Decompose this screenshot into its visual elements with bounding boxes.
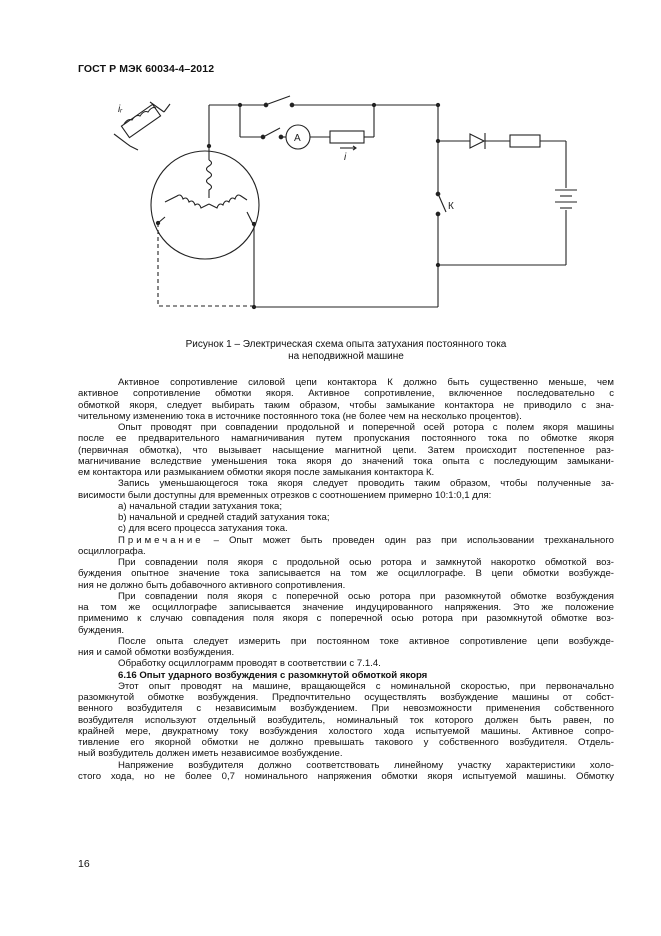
armature-winding-icon (158, 146, 253, 224)
page-number: 16 (78, 858, 90, 870)
text-line: активное сопротивление обмотки якоря. Активное сопротивление, включенное последовательно с (78, 388, 614, 400)
excitation-winding-icon (114, 102, 170, 150)
caption-line: Рисунок 1 – Электрическая схема опыта затухания постоянного тока (185, 339, 507, 350)
text-line: ем контактора или размыканием обмотки якоря после замыкания контактора К. (78, 467, 435, 478)
battery-icon (555, 190, 577, 208)
text-line: на том же осциллографе записывается значение индуцированного напряжения. Это же положение (78, 602, 614, 613)
text-line: чительному изменению тока в источнике постоянного тока (не более чем на несколько процентов). (78, 410, 522, 422)
text-line: тивление его якорной обмотки не должно превышать такового у собственного возбудителя. Отдель- (78, 737, 614, 748)
text-line: разомкнутой обмотке возбуждения. Предпочтительно осуществлять возбуждение машины от собст- (78, 692, 614, 703)
text-line: ния и самой обмотки возбуждения. (78, 647, 235, 658)
text-line: Напряжение возбудителя должно соответствовать линейному участку характеристики холо- (118, 759, 614, 771)
resistor-current-label: i (344, 152, 347, 163)
section-heading: 6.16 Опыт ударного возбуждения с разомкнутой обмоткой якоря (118, 669, 428, 681)
list-item: c) для всего процесса затухания тока. (118, 523, 288, 535)
text-line: осциллографа. (78, 545, 146, 557)
main-switch-icon (268, 96, 290, 104)
text-line: крайней мере, двукратному току возбуждения холостого хода испытуемой машины. Активное сопро- (78, 725, 614, 737)
text-line: висимости были доступны для временных отрезков с соотношением примерно 10:1:0,1 для: (78, 489, 492, 501)
text-line: венного возбудителя с независимым возбуждением. При невозможности применения собственного (78, 703, 614, 715)
switch-contact-icon (264, 103, 268, 107)
text-line: возбудителя используют отдельный возбудитель, номинальный ток которого должен быть равен, по (78, 714, 614, 726)
machine-stator-icon (151, 151, 259, 259)
caption-line: на неподвижной машине (288, 351, 404, 362)
text-line: после ее предварительного намагничивания путем пропускания постоянного тока по обмотке якоря (78, 433, 614, 445)
ammeter-switch-icon (265, 128, 280, 136)
text-line: При совпадении поля якоря с продольной осью ротора и замкнутой накоротко обмоткой воз- (118, 557, 614, 568)
text-line: При совпадении поля якоря с поперечной осью ротора при разомкнутой обмотке возбуждения (118, 590, 614, 602)
series-resistor-icon (330, 131, 364, 143)
note-text: – Опыт может быть проведен один раз при использовании трехканального (203, 534, 614, 546)
text-line: стого хода, но не более 0,7 номинального напряжения обмотки якоря испытуемой машины. Обмотку (78, 770, 614, 782)
text-line: магничивание вследствие уменьшения тока якоря до значений тока опыта с последующим замыкани- (78, 455, 614, 467)
contactor-label: К (448, 201, 454, 212)
excitation-current-label: iᵣ (118, 104, 123, 115)
body-text (78, 377, 614, 782)
text-line: буждения опытное значение тока записывается на том же осциллографе. В цепи обмотки возбужде- (78, 568, 614, 580)
list-item: b) начальной и средней стадий затухания тока; (118, 512, 330, 523)
text-line: Этот опыт проводят на машине, вращающейся с номинальной скоростью, при первоначально (118, 680, 614, 692)
text-line: Активное сопротивление силовой цепи контактора К должно быть существенно меньше, чем (118, 377, 614, 388)
document-header: ГОСТ Р МЭК 60034-4–2012 (78, 63, 215, 75)
list-item: a) начальной стадии затухания тока; (118, 500, 283, 512)
contactor-switch-icon (439, 196, 446, 212)
note-label: Примечание (118, 534, 204, 546)
diode-icon (470, 133, 485, 149)
text-line: Обработку осциллограмм проводят в соответствии с 7.1.4. (118, 658, 381, 670)
text-line: Запись уменьшающегося тока якоря следует проводить таким образом, чтобы полученные за- (118, 478, 614, 490)
text-line: После опыта следует измерить при постоянном токе активное сопротивление цепи возбужде- (118, 635, 614, 647)
circuit-diagram (100, 90, 600, 330)
ammeter-label: A (294, 133, 301, 144)
text-line: применимо к случаю совпадения поля якоря с поперечной осью ротора при разомкнутой обмотке воз- (78, 613, 614, 625)
text-line: обмоткой якоря, следует выбирать таким образом, чтобы замыкание контактора не приводило с зна- (78, 399, 614, 411)
text-line: (первичная обмотка), что вызывает насыщение магнитной цепи. Затем происходит постепенное раз- (78, 444, 614, 456)
text-line: ный возбудитель должен иметь независимое возбуждение. (78, 748, 343, 760)
note-line (78, 535, 614, 546)
text-line: Опыт проводят при совпадении продольной и поперечной осей ротора с полем якоря машины (118, 422, 614, 433)
figure-caption (78, 339, 614, 363)
text-line: буждения. (78, 624, 125, 636)
source-resistor-icon (510, 135, 540, 147)
text-line: ния не должно быть добавочного активного сопротивления. (78, 579, 346, 591)
